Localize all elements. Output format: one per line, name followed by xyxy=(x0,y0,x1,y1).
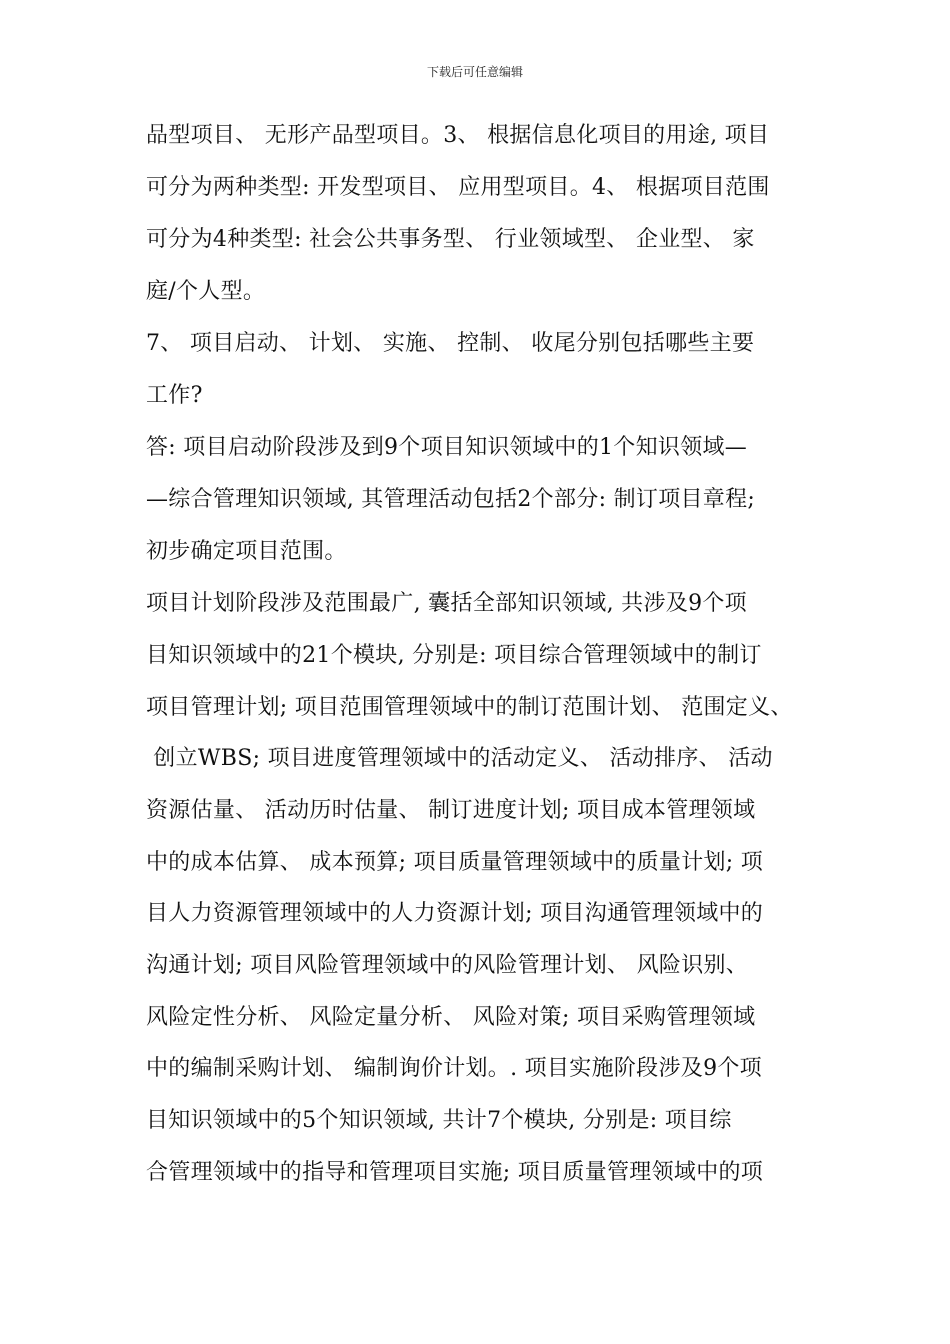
text-line: 风险定性分析、 风险定量分析、 风险对策; 项目采购管理领域 xyxy=(146,1005,756,1030)
text-line: 可分为两种类型: 开发型项目、 应用型项目。4、 根据项目范围 xyxy=(146,175,770,200)
text-line: 庭/个人型。 xyxy=(146,279,266,304)
text-line: 中的成本估算、 成本预算; 项目质量管理领域中的质量计划; 项 xyxy=(146,850,764,875)
text-line: 工作? xyxy=(146,383,203,408)
question-heading: 7、 项目启动、 计划、 实施、 控制、 收尾分别包括哪些主要 xyxy=(146,331,755,356)
paragraph-start: 项目计划阶段涉及范围最广, 囊括全部知识领域, 共涉及9个项 xyxy=(146,591,747,616)
text-line: 合管理领域中的指导和管理项目实施; 项目质量管理领域中的项 xyxy=(146,1160,764,1185)
answer-start: 答: 项目启动阶段涉及到9个项目知识领域中的1个知识领域— xyxy=(146,435,748,460)
text-line: 初步确定项目范围。 xyxy=(146,539,347,564)
text-line: 沟通计划; 项目风险管理领域中的风险管理计划、 风险识别、 xyxy=(146,953,749,978)
text-line: 中的编制采购计划、 编制询价计划。. 项目实施阶段涉及9个项 xyxy=(146,1056,762,1081)
text-line: 目知识领域中的5个知识领域, 共计7个模块, 分别是: 项目综 xyxy=(146,1108,732,1133)
text-line: 目人力资源管理领域中的人力资源计划; 项目沟通管理领域中的 xyxy=(146,901,764,926)
page-header: 下载后可任意编辑 xyxy=(426,65,523,79)
text-line: —综合管理知识领域, 其管理活动包括2个部分: 制订项目章程; xyxy=(146,487,756,512)
text-line: 资源估量、 活动历时估量、 制订进度计划; 项目成本管理领域 xyxy=(146,798,756,823)
text-line: 项目管理计划; 项目范围管理领域中的制订范围计划、 范围定义、 xyxy=(146,695,793,720)
text-line: 可分为4种类型: 社会公共事务型、 行业领域型、 企业型、 家 xyxy=(146,227,755,252)
text-line: 品型项目、 无形产品型项目。3、 根据信息化项目的用途, 项目 xyxy=(146,123,770,148)
text-line: 目知识领域中的21个模块, 分别是: 项目综合管理领域中的制订 xyxy=(146,643,762,668)
text-line: 创立WBS; 项目进度管理领域中的活动定义、 活动排序、 活动 xyxy=(146,746,773,771)
